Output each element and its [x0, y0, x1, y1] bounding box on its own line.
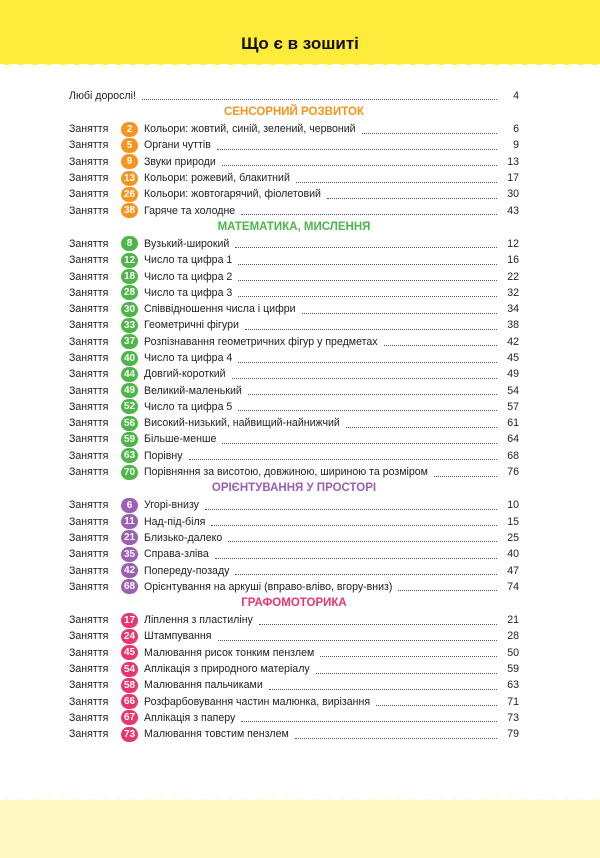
lesson-label: Заняття — [69, 286, 109, 299]
lesson-number-badge: 73 — [121, 727, 138, 742]
leader-dots — [238, 362, 497, 363]
page-number: 21 — [507, 614, 519, 627]
lesson-number-badge: 42 — [121, 563, 138, 578]
toc-row[interactable] — [69, 317, 519, 333]
lesson-topic: Співвідношення числа і цифри — [144, 303, 296, 316]
lesson-label: Заняття — [69, 172, 109, 185]
lesson-number-badge: 52 — [121, 399, 138, 414]
leader-dots — [238, 296, 497, 297]
leader-dots — [362, 133, 497, 134]
lesson-number-badge: 26 — [121, 187, 138, 202]
toc-row[interactable] — [69, 694, 519, 710]
lesson-label: Заняття — [69, 564, 109, 577]
leader-dots — [241, 214, 497, 215]
lesson-label: Заняття — [69, 466, 109, 479]
lesson-number-badge: 70 — [121, 465, 138, 480]
toc-row[interactable] — [69, 415, 519, 431]
leader-dots — [245, 329, 497, 330]
lesson-number-badge: 35 — [121, 547, 138, 562]
lesson-topic: Число та цифра 2 — [144, 270, 233, 283]
lesson-topic: Кольори: жовтий, синій, зелений, червоний — [144, 123, 356, 136]
lesson-number-badge: 6 — [121, 498, 138, 513]
page-number: 13 — [507, 155, 519, 168]
leader-dots — [215, 558, 497, 559]
lesson-number-badge: 28 — [121, 285, 138, 300]
lesson-number-badge: 17 — [121, 613, 138, 628]
page-number: 49 — [507, 368, 519, 381]
lesson-label: Заняття — [69, 695, 109, 708]
leader-dots — [327, 198, 497, 199]
leader-dots — [142, 99, 497, 100]
toc-row[interactable] — [69, 121, 519, 137]
toc-row[interactable] — [69, 366, 519, 382]
lesson-topic: Порівняння за висотою, довжиною, шириною та розміром — [144, 466, 428, 479]
lesson-topic: Порівну — [144, 449, 183, 462]
page-number: 57 — [507, 400, 519, 413]
lesson-label: Заняття — [69, 449, 109, 462]
page-number: 28 — [507, 630, 519, 643]
lesson-topic: Справа-зліва — [144, 548, 209, 561]
leader-dots — [205, 509, 497, 510]
page-number: 15 — [507, 515, 519, 528]
lesson-topic: Кольори: жовтогарячий, фіолетовий — [144, 188, 321, 201]
lesson-number-badge: 13 — [121, 171, 138, 186]
leader-dots — [232, 378, 497, 379]
lesson-label: Заняття — [69, 237, 109, 250]
leader-dots — [222, 443, 497, 444]
leader-dots — [228, 541, 497, 542]
lesson-topic: Гаряче та холодне — [144, 204, 236, 217]
toc-row[interactable] — [69, 530, 519, 546]
toc-row[interactable] — [69, 661, 519, 677]
toc-intro-row[interactable] — [69, 87, 519, 104]
toc-row[interactable] — [69, 677, 519, 693]
lesson-topic: Попереду-позаду — [144, 564, 230, 577]
lesson-number-badge: 54 — [121, 662, 138, 677]
page-title: Що є в зошиті — [241, 34, 359, 53]
lesson-topic: Близько-далеко — [144, 531, 223, 544]
page-number: 61 — [507, 417, 519, 430]
lesson-number-badge: 8 — [121, 236, 138, 251]
lesson-label: Заняття — [69, 400, 109, 413]
page-number: 34 — [507, 303, 519, 316]
lesson-topic: Число та цифра 3 — [144, 286, 233, 299]
leader-dots — [248, 394, 497, 395]
leader-dots — [238, 264, 497, 265]
toc-row[interactable] — [69, 382, 519, 398]
lesson-label: Заняття — [69, 303, 109, 316]
leader-dots — [217, 149, 497, 150]
page-number: 73 — [507, 711, 519, 724]
lesson-topic: Орієнтування на аркуші (вправо-вліво, вгору-вниз) — [144, 580, 393, 593]
lesson-label: Заняття — [69, 368, 109, 381]
toc-row[interactable] — [69, 186, 519, 202]
lesson-label: Заняття — [69, 417, 109, 430]
lesson-number-badge: 44 — [121, 367, 138, 382]
lesson-label: Заняття — [69, 319, 109, 332]
toc-row[interactable] — [69, 514, 519, 530]
header-band — [0, 0, 600, 64]
lesson-label: Заняття — [69, 614, 109, 627]
lesson-topic: Аплікація з природного матеріалу — [144, 663, 310, 676]
lesson-number-badge: 37 — [121, 334, 138, 349]
leader-dots — [241, 721, 497, 722]
lesson-topic: Розфарбовування частин малюнка, вирізання — [144, 695, 371, 708]
lesson-number-badge: 59 — [121, 432, 138, 447]
toc-row[interactable] — [69, 628, 519, 644]
toc-row[interactable] — [69, 350, 519, 366]
lesson-topic: Розпізнавання геометричних фігур у предметах — [144, 335, 378, 348]
page-number: 12 — [507, 237, 519, 250]
page-number: 54 — [507, 384, 519, 397]
leader-dots — [235, 574, 497, 575]
footer-scallop-edge — [0, 794, 600, 806]
leader-dots — [259, 624, 497, 625]
leader-dots — [398, 590, 497, 591]
page-number: 71 — [507, 695, 519, 708]
lesson-number-badge: 63 — [121, 448, 138, 463]
page-number: 68 — [507, 449, 519, 462]
leader-dots — [296, 182, 497, 183]
page-number: 45 — [507, 352, 519, 364]
toc-row[interactable] — [69, 726, 519, 742]
leader-dots — [384, 345, 497, 346]
lesson-number-badge: 67 — [121, 710, 138, 725]
toc-sections — [69, 104, 519, 742]
lesson-topic: Кольори: рожевий, блакитний — [144, 172, 290, 185]
intro-page: 4 — [513, 89, 519, 102]
lesson-number-badge: 18 — [121, 269, 138, 284]
page-number: 40 — [507, 548, 519, 561]
lesson-label: Заняття — [69, 728, 109, 741]
lesson-topic: Число та цифра 1 — [144, 254, 233, 267]
toc-row[interactable] — [69, 645, 519, 661]
lesson-topic: Довгий-короткий — [144, 368, 226, 381]
lesson-label: Заняття — [69, 335, 109, 348]
toc-row[interactable] — [69, 464, 519, 480]
leader-dots — [235, 247, 497, 248]
lesson-topic: Малювання рисок тонким пензлем — [144, 646, 315, 659]
leader-dots — [376, 705, 497, 706]
lesson-number-badge: 33 — [121, 318, 138, 333]
page-number: 59 — [507, 663, 519, 676]
leader-dots — [238, 280, 497, 281]
lesson-label: Заняття — [69, 384, 109, 397]
lesson-label: Заняття — [69, 646, 109, 659]
lesson-topic: Число та цифра 5 — [144, 400, 233, 413]
toc-row[interactable] — [69, 170, 519, 186]
lesson-label: Заняття — [69, 531, 109, 544]
leader-dots — [346, 427, 497, 428]
toc-row[interactable] — [69, 252, 519, 268]
lesson-topic: Геометричні фігури — [144, 319, 239, 332]
toc-row[interactable] — [69, 285, 519, 301]
page-number: 42 — [507, 335, 519, 348]
leader-dots — [302, 313, 497, 314]
lesson-topic: Високий-низький, найвищий-найнижчий — [144, 417, 340, 430]
leader-dots — [218, 640, 498, 641]
lesson-number-badge: 40 — [121, 351, 138, 366]
section-heading: ОРІЄНТУВАННЯ У ПРОСТОРІ — [211, 482, 377, 495]
lesson-number-badge: 12 — [121, 253, 138, 268]
page-number: 50 — [507, 646, 519, 659]
page-number: 64 — [507, 433, 519, 446]
leader-dots — [295, 738, 497, 739]
toc-row[interactable] — [69, 579, 519, 595]
lesson-number-badge: 56 — [121, 416, 138, 431]
page-number: 25 — [507, 531, 519, 544]
lesson-number-badge: 5 — [121, 138, 138, 153]
leader-dots — [211, 525, 497, 526]
page-number: 38 — [507, 319, 519, 332]
lesson-label: Заняття — [69, 155, 109, 168]
toc-row[interactable] — [69, 562, 519, 578]
page-number: 17 — [507, 172, 519, 185]
lesson-topic: Більше-менше — [144, 433, 217, 446]
toc-row[interactable] — [69, 612, 519, 628]
lesson-topic: Великий-маленький — [144, 384, 242, 397]
page-number: 22 — [507, 270, 519, 283]
lesson-number-badge: 9 — [121, 154, 138, 169]
leader-dots — [238, 410, 497, 411]
toc-row[interactable] — [69, 236, 519, 252]
lesson-number-badge: 68 — [121, 579, 138, 594]
lesson-label: Заняття — [69, 139, 109, 152]
page-number: 76 — [507, 466, 519, 479]
lesson-number-badge: 66 — [121, 694, 138, 709]
lesson-label: Заняття — [69, 580, 109, 593]
lesson-label: Заняття — [69, 188, 109, 201]
toc-row[interactable] — [69, 301, 519, 317]
lesson-label: Заняття — [69, 515, 109, 528]
page-number: 9 — [513, 139, 519, 152]
page-number: 79 — [507, 728, 519, 741]
footer-band — [0, 800, 600, 858]
lesson-number-badge: 21 — [121, 530, 138, 545]
leader-dots — [316, 673, 497, 674]
lesson-number-badge: 45 — [121, 645, 138, 660]
page-number: 16 — [507, 254, 519, 267]
lesson-topic: Аплікація з паперу — [144, 711, 236, 724]
page-number: 32 — [507, 286, 519, 299]
lesson-number-badge: 2 — [121, 122, 138, 137]
lesson-topic: Малювання пальчиками — [144, 679, 263, 692]
leader-dots — [222, 165, 497, 166]
page-number: 30 — [507, 188, 519, 201]
lesson-number-badge: 30 — [121, 302, 138, 317]
toc-row[interactable] — [69, 154, 519, 170]
lesson-topic: Штампування — [144, 630, 212, 643]
leader-dots — [434, 476, 497, 477]
lesson-topic: Угорі-внизу — [144, 499, 199, 512]
lesson-topic: Вузький-широкий — [144, 237, 230, 250]
lesson-label: Заняття — [69, 548, 109, 561]
intro-label: Любі дорослі! — [69, 89, 136, 102]
lesson-label: Заняття — [69, 663, 109, 676]
lesson-topic: Число та цифра 4 — [144, 352, 233, 364]
lesson-label: Заняття — [69, 270, 109, 283]
lesson-label: Заняття — [69, 679, 109, 692]
lesson-number-badge: 49 — [121, 383, 138, 398]
lesson-topic: Звуки природи — [144, 155, 216, 168]
lesson-number-badge: 11 — [121, 514, 138, 529]
toc-row[interactable] — [69, 137, 519, 153]
lesson-topic: Органи чуттів — [144, 139, 211, 152]
section-heading: ГРАФОМОТОРИКА — [241, 597, 347, 610]
page-number: 10 — [507, 499, 519, 512]
lesson-label: Заняття — [69, 254, 109, 267]
lesson-topic: Малювання товстим пензлем — [144, 728, 289, 741]
toc-row[interactable] — [69, 268, 519, 284]
table-of-contents — [69, 87, 519, 742]
section-heading: СЕНСОРНИЙ РОЗВИТОК — [224, 106, 364, 118]
leader-dots — [320, 656, 497, 657]
lesson-topic: Над-під-біля — [144, 515, 206, 528]
toc-row[interactable] — [69, 448, 519, 464]
lesson-number-badge: 38 — [121, 203, 138, 218]
leader-dots — [269, 689, 497, 690]
lesson-label: Заняття — [69, 204, 109, 217]
page-number: 6 — [513, 123, 519, 136]
lesson-number-badge: 24 — [121, 629, 138, 644]
toc-row[interactable] — [69, 202, 519, 218]
lesson-label: Заняття — [69, 123, 109, 136]
toc-row[interactable] — [69, 334, 519, 350]
lesson-label: Заняття — [69, 630, 109, 643]
page-number: 47 — [507, 564, 519, 577]
toc-row[interactable] — [69, 710, 519, 726]
lesson-label: Заняття — [69, 352, 109, 364]
page-number: 63 — [507, 679, 519, 692]
header-scallop-edge — [0, 58, 600, 70]
lesson-label: Заняття — [69, 433, 109, 446]
lesson-label: Заняття — [69, 711, 109, 724]
toc-row[interactable] — [69, 399, 519, 415]
section-heading: МАТЕМАТИКА, МИСЛЕННЯ — [217, 220, 371, 233]
toc-row[interactable] — [69, 497, 519, 513]
toc-row[interactable] — [69, 431, 519, 447]
page-number: 74 — [507, 580, 519, 593]
toc-row[interactable] — [69, 546, 519, 562]
leader-dots — [189, 459, 497, 460]
lesson-number-badge: 58 — [121, 678, 138, 693]
lesson-label: Заняття — [69, 499, 109, 512]
page-number: 43 — [507, 204, 519, 217]
lesson-topic: Ліплення з пластиліну — [144, 614, 253, 627]
